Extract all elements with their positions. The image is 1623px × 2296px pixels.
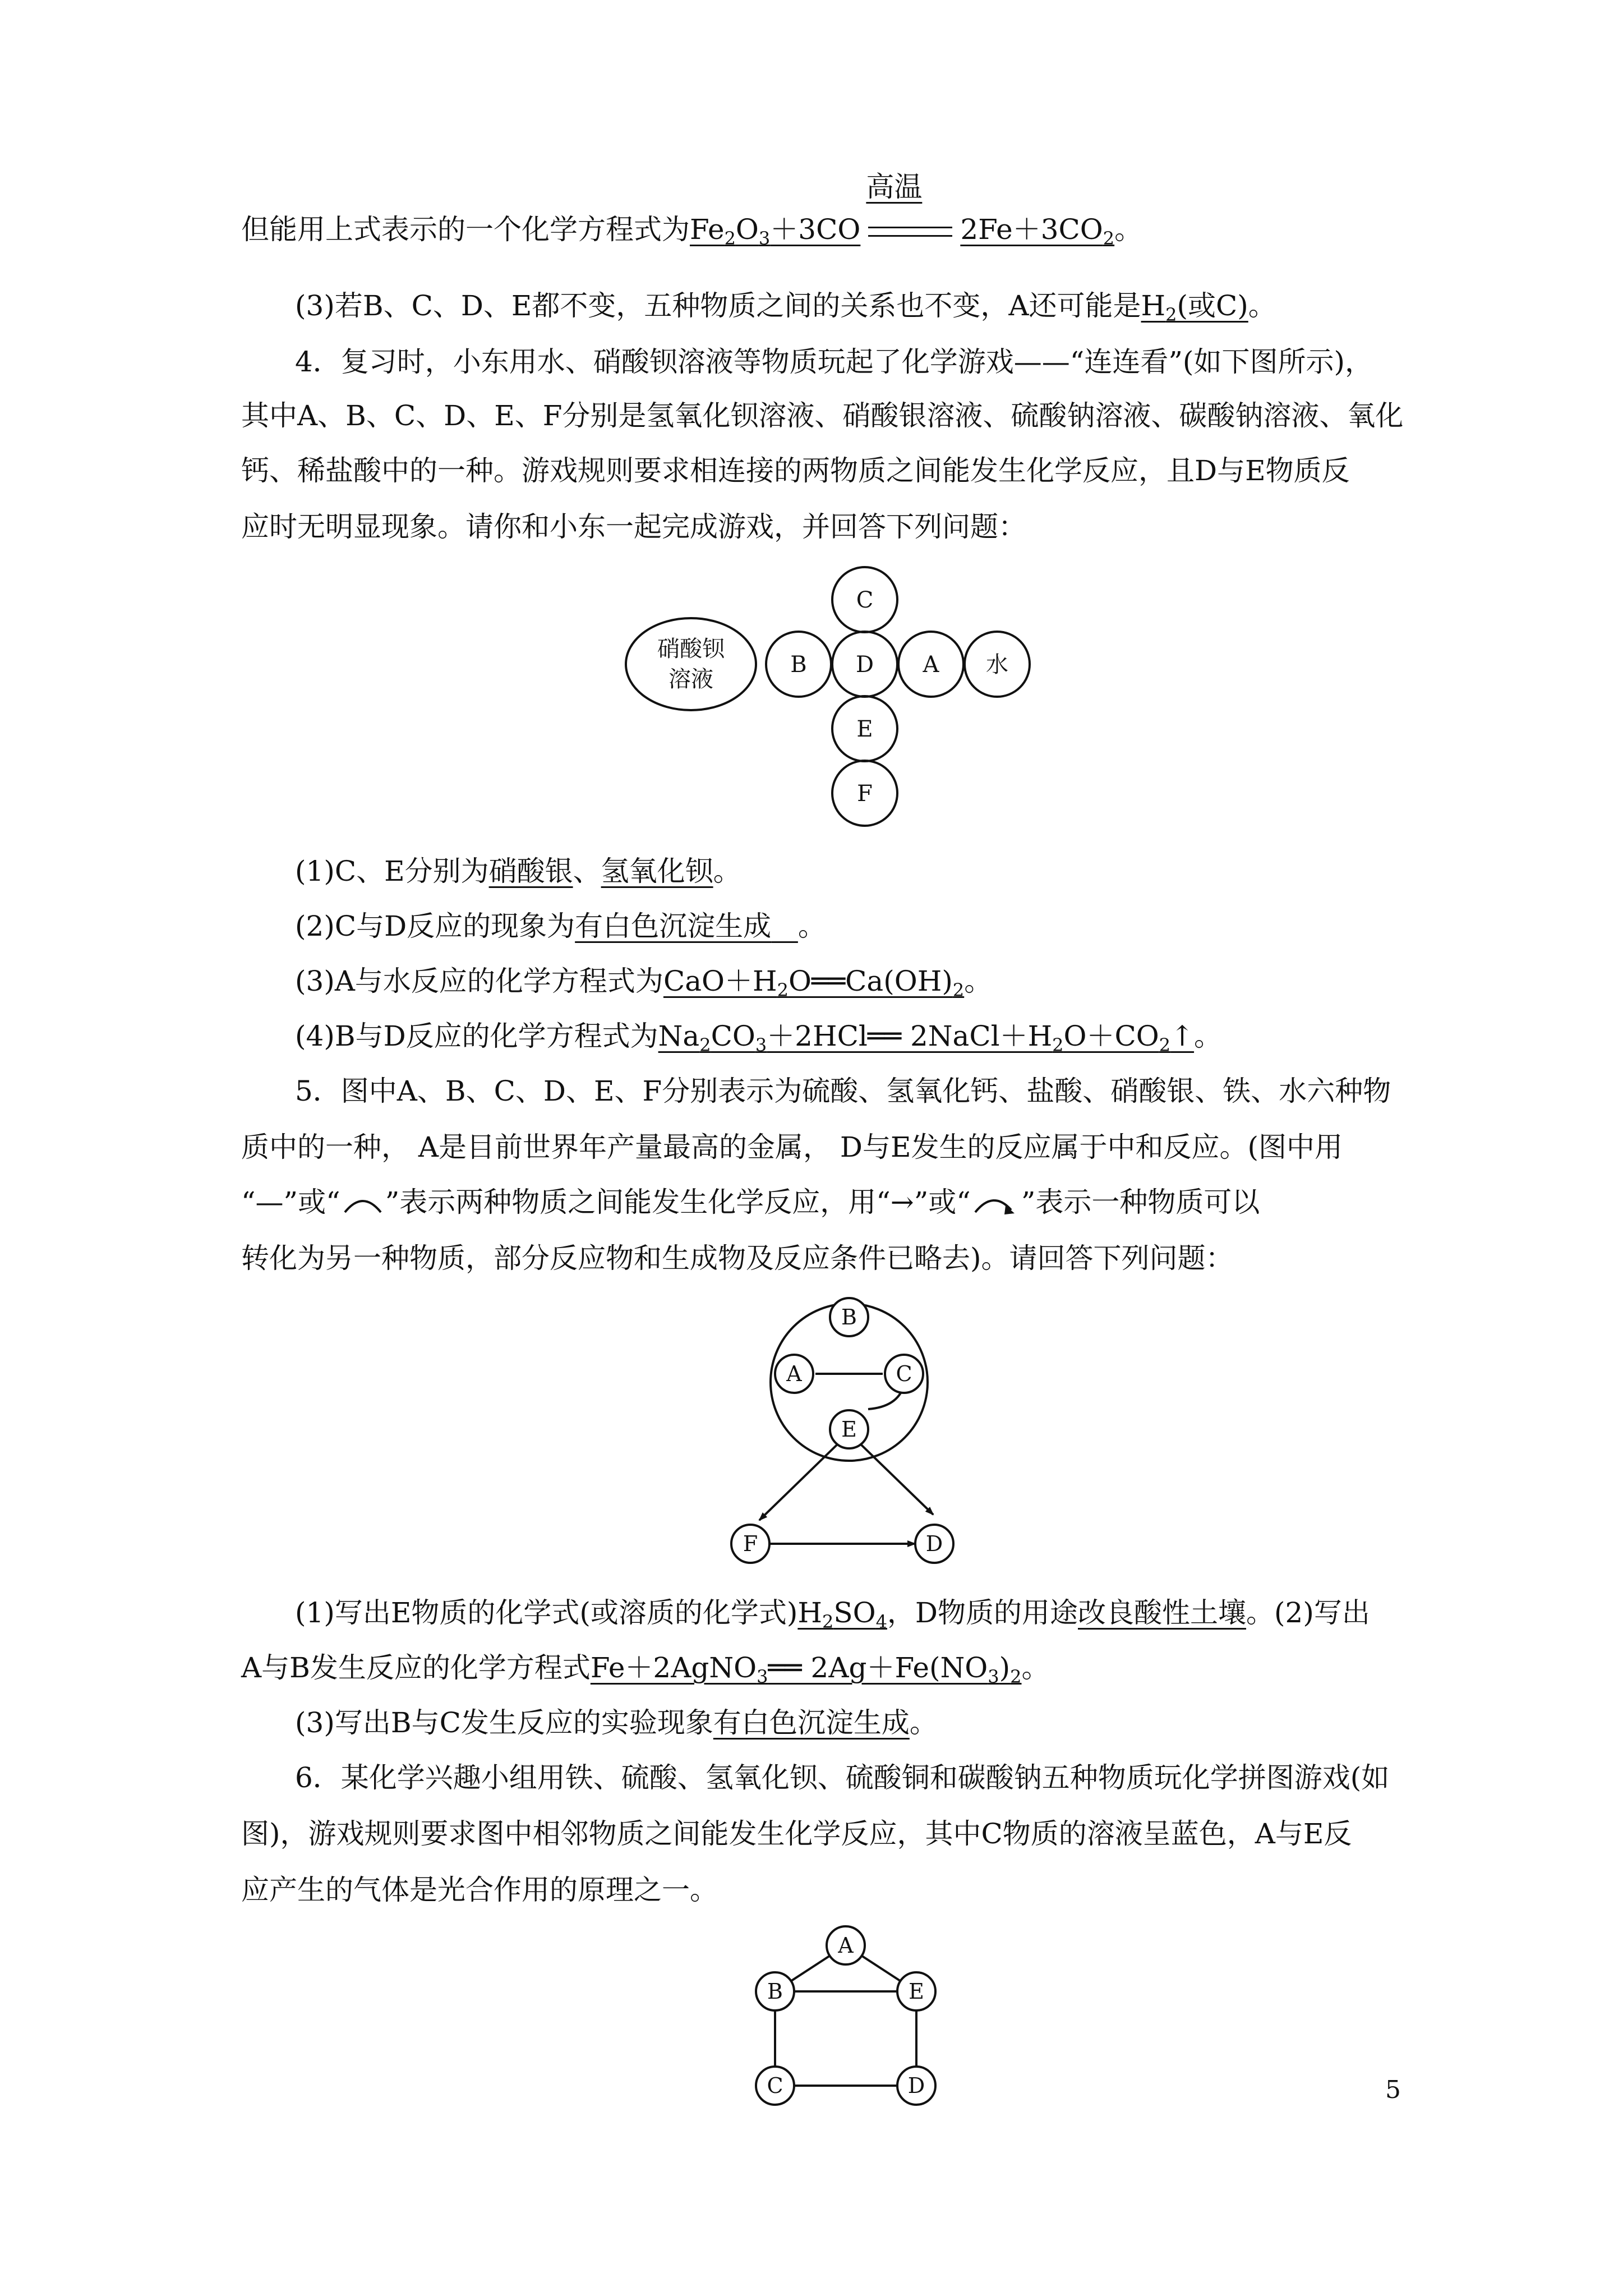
q5-answer-1: (1)写出E物质的化学式(或溶质的化学式)$H_2SO_4$，D物质的用途改良酸性土壤。(2)写出 [295, 1596, 1370, 1632]
q4-text-2: 其中A、B、C、D、E、F分别是氢氧化钡溶液、硝酸银溶液、硫酸钠溶液、碳酸钠溶液、氧化 [241, 399, 1404, 432]
q4-answer-4: (4)B与D反应的化学方程式为$Na_2CO_3+2HCl══$ $2NaCl+H_2O+CO_2↑$。 [295, 1020, 1223, 1056]
page-number: 5 [1385, 2076, 1401, 2104]
q4-text-4: 应时无明显现象。请你和小东一起完成游戏，并回答下列问题： [241, 510, 1026, 543]
q4-node-ba-nitrate-line1: 硝酸钡 [657, 636, 725, 662]
q4-node-ba-nitrate-line2: 溶液 [668, 666, 713, 692]
q4-text-1: 4．复习时，小东用水、硝酸钡溶液等物质玩起了化学游戏——“连连看”(如下图所示)， [295, 346, 1373, 378]
q5-answer-1b: A与B发生反应的化学方程式Fe＋2AgNO$_3$══ $2Ag+Fe(NO_3)_2$。 [241, 1651, 1050, 1687]
q5-node-c: C [896, 1361, 912, 1386]
q5-text-2: 质中的一种， A是目前世界年产量最高的金属， D与E发生的反应属于中和反应。(图中用 [241, 1131, 1343, 1163]
q5-text-1: 5．图中A、B、C、D、E、F分别表示为硫酸、氢氧化钙、盐酸、硝酸银、铁、水六种物 [295, 1075, 1391, 1107]
reaction-condition: 高温 [860, 211, 960, 248]
q4-node-e: E [856, 716, 873, 742]
q6-node-a: A [838, 1933, 854, 1958]
q5-answer-3: (3)写出B与C发生反应的实验现象有白色沉淀生成。 [295, 1706, 938, 1739]
q4-node-a: A [923, 652, 939, 678]
q6-node-c: C [767, 2073, 783, 2098]
q4-node-d: D [855, 652, 874, 678]
q4-text-3: 钙、稀盐酸中的一种。游戏规则要求相连接的两物质之间能发生化学反应，且D与E物质反 [241, 454, 1350, 487]
q6-node-b: B [767, 1979, 783, 2004]
q4-answer-2: (2)C与D反应的现象为有白色沉淀生成 。 [295, 910, 826, 942]
q5-node-a: A [786, 1361, 802, 1386]
answer-line: (3)若B、C、D、E都不变，五种物质之间的关系也不变，A还可能是$H_2$(或C)。 [295, 289, 1276, 325]
q4-node-b: B [790, 652, 807, 678]
q6-node-e: E [909, 1979, 924, 2004]
q5-text-4: 转化为另一种物质，部分反应物和生成物及反应条件已略去)。请回答下列问题： [241, 1242, 1234, 1274]
equation-line: 但能用上式表示的一个化学方程式为$Fe_2O_3+3CO$ 高温 $2Fe+3CO_2$。 [241, 171, 1143, 249]
q4-answer-1: (1)C、E分别为硝酸银、氢氧化钡。 [295, 855, 741, 887]
q6-text-3: 应产生的气体是光合作用的原理之一。 [241, 1874, 718, 1906]
q4-answer-3: (3)A与水反应的化学方程式为$CaO+H_2O══Ca(OH)_2$。 [295, 965, 993, 1001]
q4-node-c: C [856, 587, 874, 613]
q6-text-1: 6．某化学兴趣小组用铁、硫酸、氢氧化钡、硫酸铜和碳酸钠五种物质玩化学拼图游戏(如 [295, 1761, 1390, 1794]
q4-node-water: 水 [986, 652, 1008, 678]
q6-text-2: 图)，游戏规则要求图中相邻物质之间能发生化学反应，其中C物质的溶液呈蓝色，A与E反 [241, 1818, 1352, 1850]
q5-node-f: F [743, 1531, 758, 1556]
q5-text-3: “—”或“ ”表示两种物质之间能发生化学反应，用“→”或“ ”表示一种物质可以 [241, 1186, 1260, 1218]
q5-node-d: D [925, 1531, 943, 1556]
q4-node-f: F [857, 781, 873, 807]
q6-node-d: D [907, 2073, 925, 2098]
q5-node-b: B [841, 1305, 857, 1329]
q5-node-e: E [841, 1417, 857, 1442]
